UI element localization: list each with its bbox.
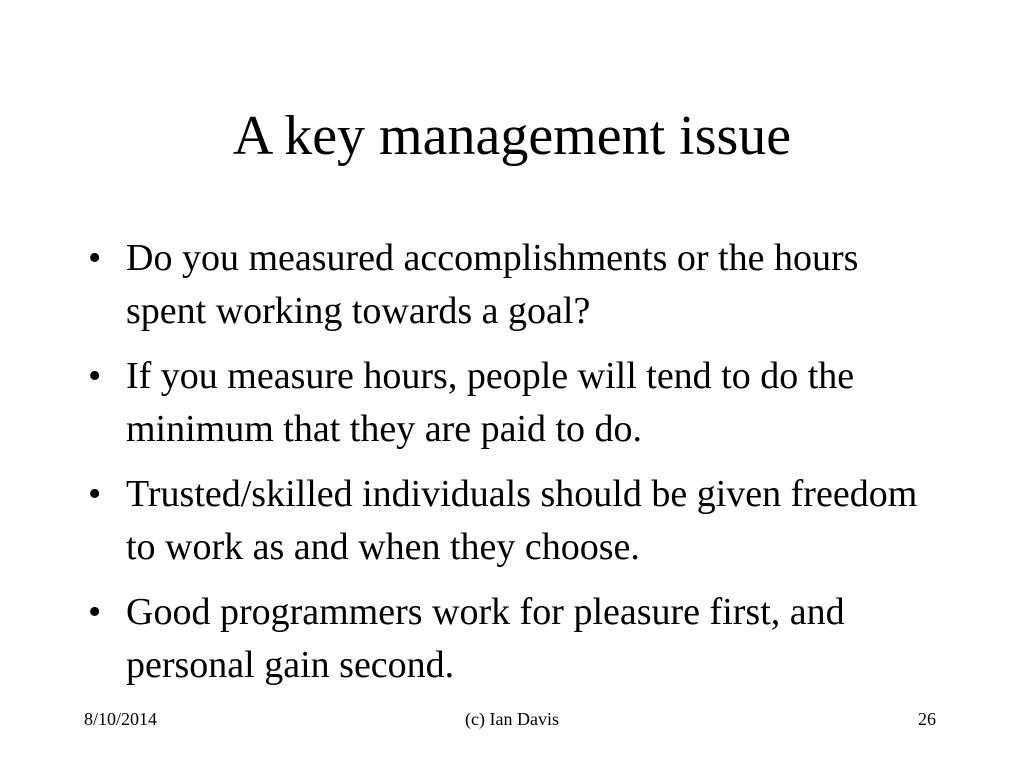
- bullet-item: [86, 350, 946, 456]
- bullet-text: If you measure hours, people will tend to do the minimum that they are paid to do.: [126, 355, 855, 450]
- footer-author: (c) Ian Davis: [465, 709, 559, 729]
- bullet-item: [86, 232, 946, 338]
- bullet-list: [86, 232, 946, 704]
- bullet-item: [86, 468, 946, 574]
- footer-date: 8/10/2014: [84, 709, 158, 729]
- bullet-icon: •: [88, 591, 102, 633]
- bullet-icon: •: [88, 237, 102, 279]
- bullet-icon: •: [88, 473, 102, 515]
- bullet-text: Good programmers work for pleasure first, and personal gain second.: [126, 591, 845, 686]
- bullet-text: Do you measured accomplishments or the hours spent working towards a goal?: [126, 237, 859, 332]
- footer-page-number: 26: [918, 709, 936, 729]
- bullet-item: [86, 586, 946, 692]
- bullet-icon: •: [88, 355, 102, 397]
- bullet-text: Trusted/skilled individuals should be given freedom to work as and when they choose.: [126, 473, 918, 568]
- slide-title: A key management issue: [232, 105, 792, 167]
